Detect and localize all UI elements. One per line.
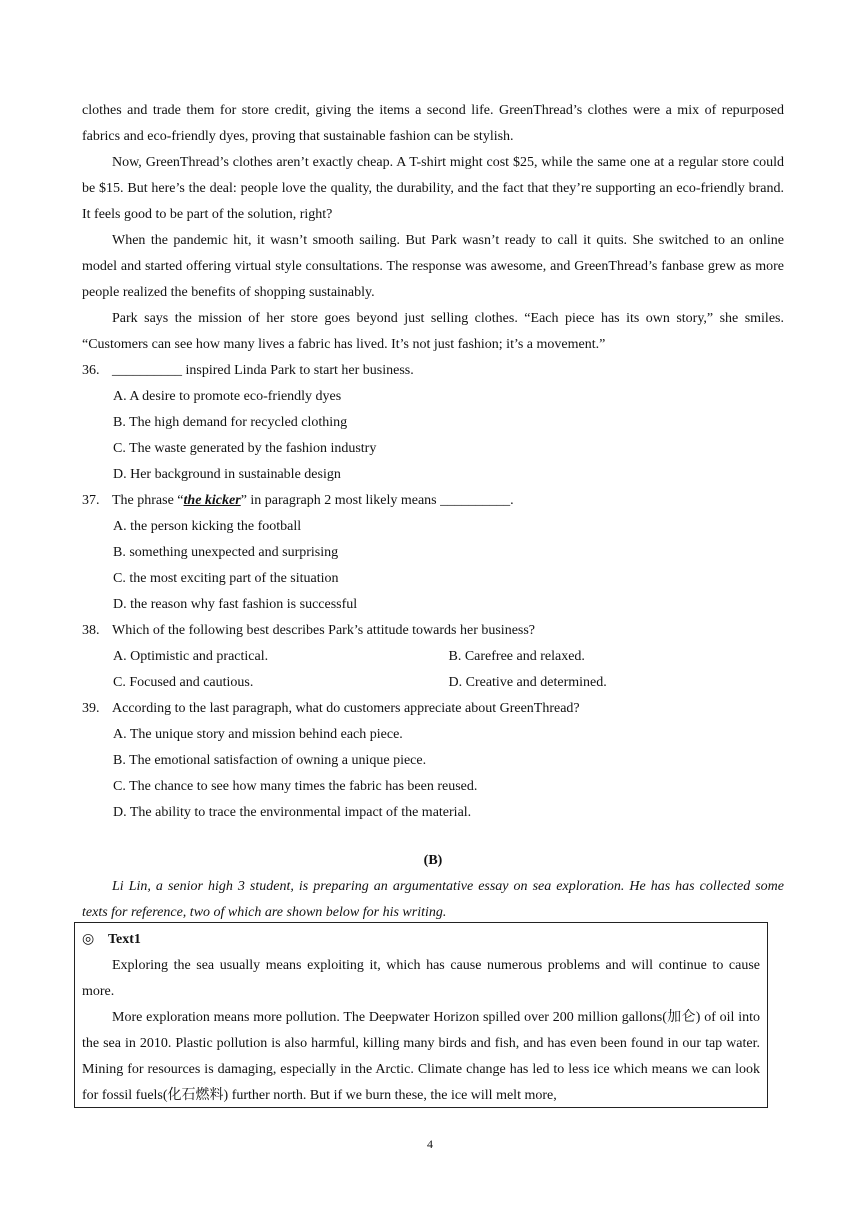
box-paragraph: Exploring the sea usually means exploiting it, which has cause numerous problems and will continue to cause more. — [82, 958, 760, 999]
question-stem-post: ” in paragraph 2 most likely means __________. — [240, 493, 514, 508]
page-content — [82, 98, 784, 926]
answer-option: D. Her background in sustainable design — [113, 467, 341, 482]
answer-option: B. The emotional satisfaction of owning a unique piece. — [113, 753, 427, 768]
answer-option: C. The waste generated by the fashion industry — [113, 441, 377, 456]
question-number: 36. — [82, 363, 100, 378]
question-36 — [82, 358, 784, 384]
box-paragraph: More exploration means more pollution. The Deepwater Horizon spilled over 200 million gallons(加仑) of oil into the sea in 2010. Plastic pollution is also harmful, killing many birds and fish, and has even been found in our tap water. Mining for resources is damaging, especially in the Arctic. Climate change has led to less ice which means we can look for fossil fuels(化石燃料) further north. But if we burn these, the ice will melt more, — [82, 1010, 760, 1103]
box-heading — [82, 927, 760, 953]
passage-paragraph: When the pandemic hit, it wasn’t smooth sailing. But Park wasn’t ready to call it quits. She switched to an online model and started offering virtual style consultations. The response was awesome, and GreenThread’s fanbase grew as more people realized the benefits of shopping sustainably. — [82, 233, 784, 300]
passage-paragraph: clothes and trade them for store credit, giving the items a second life. GreenThread’s clothes were a mix of repurposed fabrics and eco-friendly dyes, proving that sustainable fashion can be stylish. — [82, 103, 784, 144]
text1-box — [74, 922, 768, 1108]
question-stem: __________ inspired Linda Park to start her business. — [112, 363, 414, 378]
section-title: (B) — [423, 853, 443, 868]
answer-option-row — [82, 644, 784, 670]
question-38 — [82, 618, 784, 644]
answer-option: D. Creative and determined. — [448, 675, 607, 690]
box-title: Text1 — [108, 932, 141, 947]
answer-option: B. The high demand for recycled clothing — [113, 415, 348, 430]
answer-option: B. Carefree and relaxed. — [448, 649, 585, 664]
answer-option: A. Optimistic and practical. — [113, 649, 269, 664]
question-stem-pre: The phrase “ — [112, 493, 184, 508]
answer-option: D. The ability to trace the environmental impact of the material. — [113, 805, 472, 820]
answer-option: D. the reason why fast fashion is successful — [113, 597, 358, 612]
answer-option: A. the person kicking the football — [113, 519, 302, 534]
highlighted-phrase: the kicker — [183, 493, 241, 508]
question-number: 38. — [82, 623, 100, 638]
answer-option: C. the most exciting part of the situation — [113, 571, 339, 586]
question-number: 37. — [82, 493, 100, 508]
answer-option: C. The chance to see how many times the fabric has been reused. — [113, 779, 478, 794]
question-stem: According to the last paragraph, what do customers appreciate about GreenThread? — [112, 701, 580, 716]
answer-option: A. The unique story and mission behind each piece. — [113, 727, 403, 742]
answer-option: C. Focused and cautious. — [113, 675, 254, 690]
answer-option: B. something unexpected and surprising — [113, 545, 339, 560]
question-stem: Which of the following best describes Park’s attitude towards her business? — [112, 623, 536, 638]
question-37 — [82, 488, 784, 514]
answer-option-row — [82, 670, 784, 696]
bullseye-icon: ◎ — [82, 932, 95, 947]
question-39 — [82, 696, 784, 722]
passage-paragraph: Now, GreenThread’s clothes aren’t exactly cheap. A T-shirt might cost $25, while the same one at a regular store could be $15. But here’s the deal: people love the quality, the durability, and the fact that they’re supporting an eco-friendly brand. It feels good to be part of the solution, right? — [82, 155, 784, 222]
page-number: 4 — [427, 1137, 433, 1151]
section-intro: Li Lin, a senior high 3 student, is preparing an argumentative essay on sea exploration. He has has collected some texts for reference, two of which are shown below for his writing. — [82, 879, 784, 920]
passage-paragraph: Park says the mission of her store goes beyond just selling clothes. “Each piece has its own story,” she smiles. “Customers can see how many lives a fabric has lived. It’s not just fashion; it’s a movement.” — [82, 311, 784, 352]
spacer — [82, 826, 784, 848]
question-number: 39. — [82, 701, 100, 716]
answer-option: A. A desire to promote eco-friendly dyes — [113, 389, 342, 404]
